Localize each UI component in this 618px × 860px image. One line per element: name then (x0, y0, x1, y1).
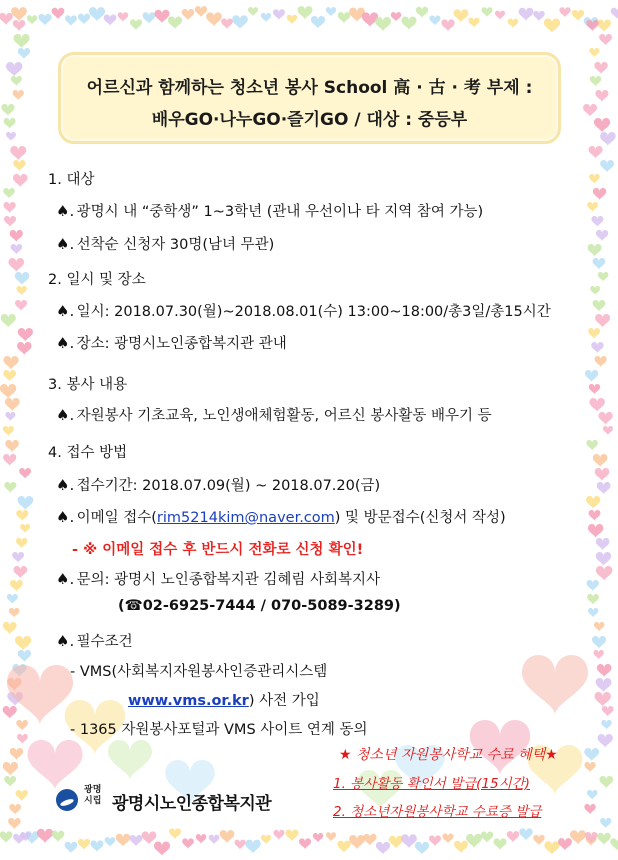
heart-shape (544, 841, 559, 855)
heart-shape (595, 314, 610, 328)
heart-shape (195, 6, 207, 17)
heart-shape (232, 15, 248, 29)
heart-shape (597, 833, 611, 845)
list-item: ♠. 장소: 광명시노인종합복지관 관내 (56, 334, 287, 352)
heart-shape (587, 580, 599, 591)
heart-shape (130, 19, 142, 30)
heart-shape (298, 6, 313, 20)
heart-shape (196, 834, 206, 844)
heart-shape (595, 468, 610, 481)
heart-shape (429, 835, 441, 846)
spade-icon: ♠. (56, 508, 75, 526)
heart-shape (3, 202, 15, 213)
heart-shape (245, 840, 260, 854)
heart-shape (65, 15, 77, 26)
heart-shape (169, 828, 181, 839)
heart-shape (105, 837, 116, 847)
heart-shape (570, 830, 586, 845)
heart-shape (593, 300, 606, 312)
heart-shape (14, 34, 30, 49)
heart-shape (13, 90, 24, 100)
heart-shape (600, 132, 615, 146)
spade-icon: ♠. (56, 302, 75, 320)
heart-shape (3, 762, 18, 776)
heart-shape (78, 14, 90, 25)
heart-shape (600, 818, 611, 828)
heart-shape (261, 835, 271, 844)
heart-shape (5, 440, 19, 452)
heart-shape (594, 622, 604, 631)
heart-shape (17, 342, 31, 355)
heart-shape (10, 146, 26, 160)
heart-shape (142, 831, 157, 844)
list-item-email: ♠. 이메일 접수(rim5214kim@naver.com) 및 방문접수(신청서 작성) (56, 508, 506, 526)
heart-shape (11, 76, 22, 86)
heart-shape (19, 468, 31, 479)
heart-shape (182, 9, 194, 20)
heart-shape (65, 842, 78, 854)
heart-shape (3, 356, 18, 370)
heart-shape (37, 829, 53, 844)
heart-shape (78, 839, 90, 850)
heart-shape (16, 510, 28, 521)
heart-shape (1, 104, 14, 116)
heart-shape (8, 258, 24, 272)
heart-shape (11, 7, 27, 21)
heart-shape (416, 7, 428, 18)
heart-shape (589, 174, 600, 184)
heart-shape (584, 804, 595, 814)
heart-shape (18, 496, 34, 510)
vms-link[interactable]: www.vms.or.kr (128, 693, 249, 709)
heart-shape (596, 678, 612, 692)
list-item: ♠. 일시: 2018.07.30(월)~2018.08.01(수) 13:00~18:00/총3일/총15시간 (56, 302, 551, 320)
heart-shape (273, 9, 285, 20)
list-item: ♠. 접수기간: 2018.07.09(월) ~ 2018.07.20(금) (56, 476, 381, 494)
heart-shape (4, 482, 16, 493)
requirement-vms-link-line: www.vms.or.kr) 사전 가입 (128, 693, 320, 709)
heart-shape (600, 160, 614, 173)
heart-shape (584, 762, 595, 772)
heart-shape (533, 11, 544, 21)
heart-shape (585, 832, 598, 844)
heart-shape (248, 7, 258, 16)
heart-shape (118, 12, 128, 22)
heart-shape (594, 62, 607, 74)
logo-name: 광명시노인종합복지관 (112, 794, 272, 814)
heart-shape (401, 17, 416, 31)
heart-shape (584, 748, 599, 761)
phone-numbers: (☎02-6925-7444 / 070-5089-3289) (118, 598, 401, 614)
heart-shape (11, 244, 23, 255)
spade-icon: ♠. (56, 406, 75, 424)
heart-shape (9, 608, 20, 618)
heart-shape (337, 841, 350, 853)
title-line-2: 배우GO·나누GO·즐기GO / 대상 : 중등부 (151, 110, 468, 130)
heart-shape (299, 838, 311, 849)
heart-shape (285, 830, 298, 842)
heart-shape (482, 7, 493, 17)
heart-shape (4, 776, 16, 787)
heart-shape (522, 655, 588, 715)
heart-shape (519, 8, 534, 21)
heart-shape (508, 19, 519, 29)
phone-confirm-notice: - ※ 이메일 접수 후 반드시 전화로 신청 확인! (72, 542, 364, 558)
heart-shape (206, 12, 222, 26)
heart-shape (481, 832, 494, 843)
heart-shape (155, 10, 170, 24)
heart-shape (28, 740, 83, 790)
heart-shape (466, 834, 482, 848)
heart-shape (376, 842, 390, 855)
heart-shape (599, 34, 612, 46)
benefit-title: ★ 청소년 자원봉사학교 수료 혜택★ (339, 747, 558, 763)
heart-shape (220, 830, 235, 843)
heart-shape (593, 258, 606, 270)
heart-shape (589, 384, 600, 394)
heart-shape (559, 7, 570, 17)
heart-shape (18, 650, 31, 662)
heart-shape (599, 412, 613, 425)
heart-shape (610, 838, 618, 850)
heart-shape (13, 566, 27, 579)
heart-shape (8, 818, 21, 829)
heart-shape (602, 706, 614, 717)
heart-shape (18, 328, 33, 342)
heart-shape (519, 828, 532, 840)
spade-icon: ♠. (56, 202, 75, 220)
heart-shape (601, 720, 612, 730)
heart-shape (597, 664, 612, 677)
heart-shape (588, 608, 598, 617)
heart-shape (10, 580, 23, 592)
heart-shape (415, 842, 429, 855)
heart-shape (363, 834, 376, 846)
heart-shape (3, 706, 17, 719)
heart-shape (598, 734, 613, 748)
heart-shape (596, 552, 611, 566)
heart-shape (3, 454, 16, 466)
heart-shape (495, 11, 505, 20)
heart-shape (391, 12, 401, 21)
heart-shape (429, 15, 440, 25)
heart-shape (0, 384, 16, 399)
heart-shape (143, 12, 156, 24)
spade-icon: ♠. (56, 570, 75, 588)
heart-shape (611, 8, 618, 19)
heart-shape (4, 118, 16, 129)
list-item: ♠. 자원봉사 기초교육, 노인생애체험활동, 어르신 봉사활동 배우기 등 (56, 406, 492, 424)
heart-shape (589, 398, 604, 412)
logo-icon (56, 789, 78, 811)
list-item: ♠. 광명시 내 “중학생” 1~3학년 (관내 우선이나 타 지역 참여 가능) (56, 202, 484, 220)
heart-shape (52, 8, 65, 20)
heart-shape (130, 835, 143, 847)
title-line-1: 어르신과 함께하는 청소년 봉사 School 高 · 古 · 考 부제 : (86, 78, 533, 98)
heart-shape (13, 160, 25, 171)
heart-shape (594, 118, 610, 133)
heart-shape (287, 15, 297, 25)
heart-shape (168, 16, 182, 29)
heart-shape (401, 834, 417, 848)
heart-shape (4, 216, 16, 227)
heart-shape (13, 174, 28, 187)
heart-shape (9, 804, 21, 815)
heart-shape (442, 833, 453, 843)
heart-shape (349, 835, 365, 849)
heart-shape (588, 244, 602, 257)
title-banner (58, 52, 561, 144)
spade-icon: ♠. (56, 476, 75, 494)
heart-shape (7, 594, 18, 604)
heart-shape (15, 300, 27, 311)
heart-shape (468, 18, 479, 28)
heart-shape (116, 834, 130, 847)
heart-shape (589, 48, 599, 57)
heart-shape (274, 830, 285, 840)
heart-shape (326, 7, 336, 16)
benefit-item-1: 1. 봉사활동 확인서 발급(15시간) (333, 776, 530, 792)
heart-shape (454, 9, 469, 22)
heart-shape (586, 440, 598, 451)
heart-shape (593, 188, 606, 200)
section-heading-target: 1. 대상 (48, 172, 95, 188)
heart-shape (494, 838, 507, 850)
heart-shape (311, 16, 325, 29)
heart-shape (18, 48, 30, 59)
heart-shape (596, 230, 608, 241)
heart-shape (5, 412, 15, 421)
heart-shape (587, 594, 599, 605)
heart-shape (592, 636, 606, 649)
heart-shape (27, 15, 37, 24)
heart-shape (3, 370, 16, 382)
heart-shape (586, 496, 600, 509)
heart-shape (17, 734, 28, 744)
heart-shape (588, 328, 600, 339)
heart-shape (598, 272, 609, 282)
heart-shape (389, 836, 403, 849)
requirement-1365: - 1365 자원봉사포털과 VMS 사이트 연계 동의 (70, 722, 368, 738)
heart-shape (590, 76, 602, 86)
heart-shape (583, 104, 597, 117)
heart-shape (15, 272, 29, 285)
heart-shape (594, 650, 604, 659)
heart-shape (0, 831, 12, 843)
heart-shape (5, 398, 20, 411)
heart-shape (154, 842, 170, 857)
heart-shape (338, 12, 350, 23)
heart-shape (589, 146, 603, 159)
heart-shape (591, 342, 603, 353)
heart-shape (90, 840, 103, 852)
heart-shape (590, 286, 600, 295)
section-heading-content: 3. 봉사 내용 (48, 377, 128, 393)
heart-shape (182, 838, 194, 849)
heart-shape (20, 524, 30, 533)
heart-shape (38, 14, 51, 26)
heart-shape (13, 20, 25, 31)
heart-shape (375, 17, 391, 31)
heart-shape (595, 90, 608, 102)
heart-shape (454, 841, 468, 854)
heart-shape (593, 454, 608, 467)
list-item-contact: ♠. 문의: 광명시 노인종합복지관 김혜림 사회복지사 (56, 570, 381, 588)
heart-shape (52, 831, 65, 843)
heart-shape (6, 62, 22, 77)
heart-shape (16, 538, 27, 548)
requirement-vms: - VMS(사회복지자원봉사인증관리시스템 (70, 664, 328, 680)
heart-shape (108, 740, 152, 780)
heart-shape (326, 832, 336, 841)
heart-shape (595, 692, 611, 707)
spade-icon: ♠. (56, 632, 75, 650)
list-item-required: ♠. 필수조건 (56, 632, 133, 650)
heart-shape (596, 566, 612, 581)
heart-shape (595, 356, 607, 367)
heart-shape (3, 188, 15, 199)
heart-shape (313, 833, 323, 842)
heart-shape (3, 622, 17, 635)
heart-shape (591, 216, 603, 227)
heart-shape (7, 665, 73, 725)
heart-shape (104, 14, 117, 25)
benefit-item-2: 2. 청소년자원봉사학교 수료증 발급 (333, 804, 542, 820)
heart-shape (558, 838, 572, 851)
heart-shape (597, 482, 611, 494)
heart-shape (3, 426, 14, 436)
heart-shape (596, 538, 610, 550)
spade-icon: ♠. (56, 334, 75, 352)
heart-shape (221, 19, 233, 30)
heart-shape (261, 13, 271, 22)
heart-shape (544, 18, 560, 33)
heart-shape (12, 552, 24, 563)
heart-shape (597, 19, 611, 32)
heart-shape (209, 835, 220, 845)
section-heading-schedule: 2. 일시 및 장소 (48, 272, 146, 288)
heart-shape (585, 370, 598, 382)
heart-shape (587, 202, 598, 212)
heart-shape (10, 748, 23, 760)
heart-shape (533, 835, 544, 845)
heart-shape (587, 790, 598, 800)
heart-shape (572, 10, 584, 21)
list-item: ♠. 선착순 신청자 30명(남녀 무관) (56, 235, 275, 253)
heart-shape (589, 510, 601, 521)
heart-shape (234, 840, 245, 850)
heart-shape (16, 286, 26, 295)
heart-shape (603, 426, 613, 435)
heart-shape (441, 19, 454, 31)
heart-shape (507, 831, 519, 842)
heart-shape (15, 636, 31, 651)
heart-shape (89, 7, 105, 22)
heart-shape (16, 790, 28, 801)
email-link[interactable]: rim5214kim@naver.com (156, 510, 335, 526)
heart-shape (0, 13, 13, 25)
heart-shape (588, 524, 603, 538)
heart-shape (599, 776, 613, 788)
heart-shape (6, 132, 16, 141)
heart-shape (1, 314, 16, 328)
section-heading-apply: 4. 접수 방법 (48, 445, 128, 461)
heart-shape (16, 720, 28, 731)
heart-shape (10, 230, 23, 242)
logo-small-text: 광명 시립 (84, 785, 102, 806)
spade-icon: ♠. (56, 235, 75, 253)
